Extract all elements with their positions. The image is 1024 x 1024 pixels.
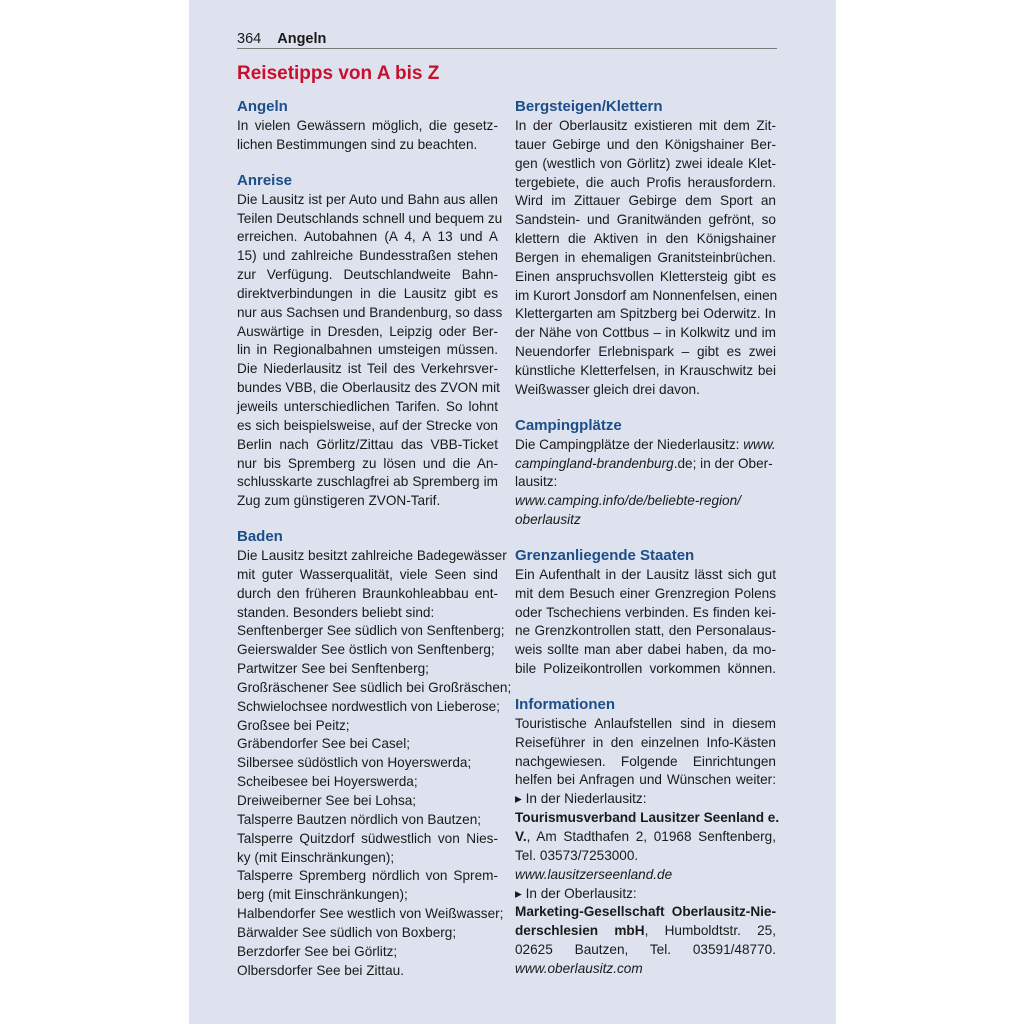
text-line: zur Verfügung. Deutschlandweite Bahn-	[237, 267, 498, 283]
text-line: Senftenberger See südlich von Senftenberg;	[237, 623, 505, 639]
text-line: erreichen. Autobahnen (A 4, A 13 und A	[237, 229, 498, 245]
text-span: , Humboldtstr. 25,	[644, 923, 776, 939]
text-line: Schwielochsee nordwestlich von Lieberose;	[237, 698, 500, 714]
text-line: www.lausitzerseenland.de	[515, 866, 673, 882]
text-line: tauer Gebirge und den Königshainer Ber-	[515, 136, 776, 152]
text-line: Olbersdorfer See bei Zittau.	[237, 962, 404, 978]
text-line: Die Lausitz ist per Auto und Bahn aus allen	[237, 191, 498, 207]
right-column	[515, 96, 780, 994]
section-heading: Informationen	[515, 695, 615, 713]
section-heading: Baden	[237, 528, 283, 546]
text-line: lausitz:	[515, 474, 558, 490]
text-line	[515, 828, 776, 847]
text-line: durch den früheren Braunkohleabbau ent-	[237, 585, 498, 601]
text-line: Sandstein- und Granitwänden gefrönt, so	[515, 212, 776, 228]
text-line: Partwitzer See bei Senftenberg;	[237, 661, 429, 677]
text-line: berg (mit Einschränkungen);	[237, 887, 408, 903]
section-anreise	[237, 170, 503, 511]
text-line: www.camping.info/de/beliebte-region/	[515, 493, 741, 509]
text-line: oberlausitz	[515, 512, 581, 528]
text-line: künstliche Kletterfelsen, in Krauschwitz bei	[515, 362, 776, 378]
text-line: 15) und zahlreiche Bundesstraßen stehen	[237, 248, 498, 264]
text-line: Die Niederlausitz ist Teil des Verkehrsver-	[237, 361, 498, 377]
text-span: V.	[515, 829, 527, 844]
text-line: weis sollte man aber dabei haben, da mo-	[515, 642, 776, 658]
text-span: derschlesien mbH	[515, 923, 645, 939]
text-line: bundes VBB, die Oberlausitz des ZVON mit	[237, 380, 500, 396]
text-line: Berzdorfer See bei Görlitz;	[237, 943, 398, 959]
text-line: ne Grenzkontrollen statt, den Personalaus-	[515, 623, 776, 639]
text-line: lichen Bestimmungen sind zu beachten.	[237, 136, 478, 152]
text-line: bile Polizeikontrollen vorkommen können.	[515, 661, 776, 677]
left-column	[237, 96, 512, 995]
text-line: standen. Besonders beliebt sind:	[237, 604, 435, 620]
section-heading: Campingplätze	[515, 416, 622, 434]
text-line: Marketing-Gesellschaft Oberlausitz-Nie-	[515, 904, 776, 920]
text-span: www.	[743, 436, 776, 452]
text-line: 02625 Bautzen, Tel. 03591/48770.	[515, 942, 776, 958]
text-line: In der Oberlausitz existieren mit dem Zit-	[515, 118, 776, 133]
book-page	[189, 0, 836, 1024]
section-grenzanliegende-staaten	[515, 545, 776, 679]
text-line: Tourismusverband Lausitzer Seenland e.	[515, 810, 780, 826]
text-line: Wird im Zittauer Gebirge dem Sport an	[515, 193, 776, 209]
text-line: Neuendorfer Erlebnispark – gibt es zwei	[515, 344, 776, 360]
text-line: tergebiete, die auch Profis herausfordern.	[515, 174, 776, 190]
running-title: Angeln	[277, 31, 327, 47]
text-line: im Kurort Jonsdorf am Nonnenfelsen, einen	[515, 287, 778, 303]
text-line: Berlin nach Görlitz/Zittau das VBB-Ticket	[237, 436, 498, 452]
section-angeln	[237, 96, 498, 155]
text-line: Talsperre Spremberg nördlich von Sprem-	[237, 868, 498, 884]
text-line: schlusskarte zuschlagfrei ab Spremberg im	[237, 474, 498, 490]
text-span: , Am Stadthafen 2, 01968 Senftenberg,	[526, 829, 776, 844]
text-line: Bärwalder See südlich von Boxberg;	[237, 924, 457, 940]
text-line: Teilen Deutschlands schnell und bequem zu	[237, 210, 503, 226]
text-line: oder Tschechiens verbinden. Es finden kei-	[515, 604, 776, 620]
text-line: Gräbendorfer See bei Casel;	[237, 736, 411, 752]
text-line: www.oberlausitz.com	[515, 960, 643, 976]
text-line: Geierswalder See östlich von Senftenberg;	[237, 642, 495, 658]
text-line: nachgewiesen. Folgende Einrichtungen	[515, 753, 776, 769]
text-line: Silbersee südöstlich von Hoyerswerda;	[237, 755, 472, 771]
text-line: In vielen Gewässern möglich, die gesetz-	[237, 118, 498, 133]
text-line: Zug zum günstigeren ZVON-Tarif.	[237, 493, 441, 509]
text-line: klettern die Aktiven in den Königshainer	[515, 231, 776, 247]
text-line: Ein Aufenthalt in der Lausitz lässt sich gut	[515, 566, 776, 582]
running-header	[237, 30, 777, 49]
text-line: nur aus Sachsen und Brandenburg, so dass	[237, 304, 503, 320]
text-line: Großsee bei Peitz;	[237, 717, 350, 733]
text-line: ▸ In der Oberlausitz:	[515, 885, 637, 901]
text-line	[515, 436, 776, 455]
section-informationen	[515, 694, 780, 979]
text-line: es sich beispielsweise, auf der Strecke von	[237, 417, 498, 433]
text-line: Einen anspruchsvollen Klettersteig gibt es	[515, 268, 776, 284]
text-line	[515, 455, 776, 474]
text-line: Reiseführer in den einzelnen Info-Kästen	[515, 734, 776, 750]
section-heading: Bergsteigen/Klettern	[515, 98, 663, 115]
text-line: Scheibesee bei Hoyerswerda;	[237, 774, 418, 790]
text-line: Die Lausitz besitzt zahlreiche Badegewässer	[237, 548, 507, 564]
section-baden	[237, 526, 512, 980]
section-heading: Grenzanliegende Staaten	[515, 546, 695, 564]
text-span: .de; in der Ober-	[673, 455, 773, 471]
section-bergsteigen-klettern	[515, 96, 776, 400]
text-line: Auswärtige in Dresden, Leipzig oder Ber-	[237, 323, 498, 339]
text-line: Weißwasser gleich drei davon.	[515, 381, 700, 397]
page-number: 364	[237, 31, 262, 47]
text-line: Klettergarten am Spitzberg bei Oderwitz. In	[515, 306, 776, 322]
text-line	[515, 922, 776, 941]
text-line: mit guter Wasserqualität, viele Seen sind	[237, 566, 498, 582]
text-line: gen (westlich von Görlitz) zwei ideale Klet-	[515, 155, 776, 171]
text-line: ▸ In der Niederlausitz:	[515, 791, 647, 807]
section-campingplaetze	[515, 415, 776, 530]
text-span: Die Campingplätze der Niederlausitz:	[515, 436, 744, 452]
text-line: Dreiweiberner See bei Lohsa;	[237, 793, 417, 808]
text-line: Halbendorfer See westlich von Weißwasser;	[237, 906, 504, 922]
text-line: jeweils unterschiedlichen Tarifen. So lohnt	[237, 398, 498, 414]
text-line: Bergen in ehemaligen Granitsteinbrüchen.	[515, 249, 776, 265]
text-line: Talsperre Bautzen nördlich von Bautzen;	[237, 811, 482, 827]
text-span: campingland-brandenburg	[515, 455, 674, 471]
text-line: lin in Regionalbahnen umsteigen müssen.	[237, 342, 498, 358]
text-line: direktverbindungen in die Lausitz gibt es	[237, 285, 498, 301]
page-title: Reisetipps von A bis Z	[237, 63, 440, 84]
text-line: helfen bei Anfragen und Wünschen weiter:	[515, 772, 776, 788]
text-line: Großräschener See südlich bei Großräschen;	[237, 679, 512, 695]
section-heading: Anreise	[237, 171, 293, 189]
text-line: Talsperre Quitzdorf südwestlich von Nies-	[237, 830, 498, 846]
text-line: ky (mit Einschränkungen);	[237, 849, 395, 865]
text-line: nur bis Spremberg zu lösen und die An-	[237, 455, 498, 471]
section-heading: Angeln	[237, 98, 288, 115]
text-line: Tel. 03573/7253000.	[515, 847, 639, 863]
text-line: Touristische Anlaufstellen sind in diesem	[515, 715, 776, 731]
text-line: der Nähe von Cottbus – in Kolkwitz und im	[515, 325, 776, 341]
text-line: mit dem Besuch einer Grenzregion Polens	[515, 585, 776, 601]
